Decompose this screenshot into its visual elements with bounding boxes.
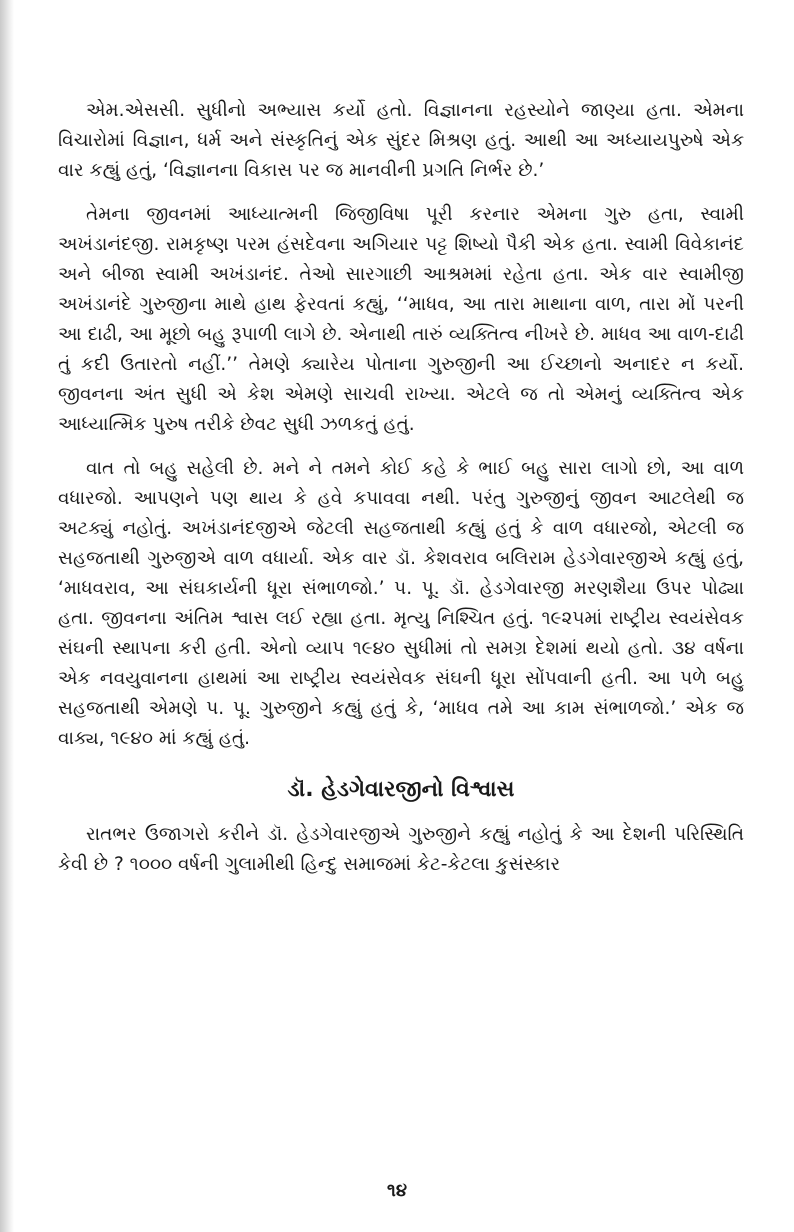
page-edge-shadow [0,0,14,1232]
page-number: ૧૪ [387,1180,407,1201]
paragraph-1: એમ.એસસી. સુધીનો અભ્યાસ કર્યો હતો. વિજ્ઞાનના રહસ્યોને જાણ્યા હતા. એમના વિચારોમાં વિજ્ઞાન, ધર્મ અને સંસ્કૃતિનું એક સુંદર મિશ્રણ હતું. આથી આ અધ્યાયપુરુષે એક વાર કહ્યું હતું, ‘વિજ્ઞાનના વિકાસ પર જ માનવીની પ્રગતિ નિર્ભર છે.’ [58,100,744,181]
paragraph-3: વાત તો બહુ સહેલી છે. મને ને તમને કોઈ કહે કે ભાઈ બહુ સારા લાગો છો, આ વાળ વધારજો. આપણને પણ થાય કે હવે કપાવવા નથી. પરંતુ ગુરુજીનું જીવન આટલેથી જ અટક્યું નહોતું. અખંડાનંદજીએ જેટલી સહજતાથી કહ્યું હતું કે વાળ વધારજો, એટલી જ સહજતાથી ગુરુજીએ વાળ વધાર્યા. એક વાર ડૉ. કેશવરાવ બલિરામ હેડગેવારજીએ કહ્યું હતું, ‘માધવરાવ, આ સંઘકાર્યની ધૂરા સંભાળજો.’ પ. પૂ. ડૉ. હેડગેવારજી મરણશૈયા ઉપર પોઢ્યા હતા. જીવનના અંતિમ શ્વાસ લઈ રહ્યા હતા. મૃત્યુ નિશ્ચિત હતું. ૧૯૨૫માં રાષ્ટ્રીય સ્વયંસેવક સંઘની સ્થાપના કરી હતી. એનો વ્યાપ ૧૯૪૦ સુધીમાં તો સમગ્ર દેશમાં થયો હતો. ૩૪ વર્ષના એક નવયુવાનના હાથમાં આ રાષ્ટ્રીય સ્વયંસેવક સંઘની ધૂરા સોંપવાની હતી. આ પળે બહુ સહજતાથી એમણે પ. પૂ. ગુરુજીને કહ્યું હતું કે, ‘માધવ તમે આ કામ સંભાળજો.’ એક જ વાક્ય, ૧૯૪૦ માં કહ્યું હતું. [58,458,744,749]
page-body [58,96,744,894]
paragraph-2: તેમના જીવનમાં આધ્યાત્મની જિજીવિષા પૂરી કરનાર એમના ગુરુ હતા, સ્વામી અખંડાનંદજી. રામકૃષ્ણ પરમ હંસદેવના અગિયાર પટ્ટ શિષ્યો પૈકી એક હતા. સ્વામી વિવેકાનંદ અને બીજા સ્વામી અખંડાનંદ. તેઓ સારગાછી આશ્રમમાં રહેતા હતા. એક વાર સ્વામીજી અખંડાનંદે ગુરુજીના માથે હાથ ફેરવતાં કહ્યું, ‘‘માધવ, આ તારા માથાના વાળ, તારા મોં પરની આ દાઢી, આ મૂછો બહુ રૂપાળી લાગે છે. એનાથી તારું વ્યક્તિત્વ નીખરે છે. માધવ આ વાળ-દાઢી તું કદી ઉતારતો નહીં.’’ તેમણે ક્યારેય પોતાના ગુરુજીની આ ઈચ્છાનો અનાદર ન કર્યો. જીવનના અંત સુધી એ કેશ એમણે સાચવી રાખ્યા. એટલે જ તો એમનું વ્યક્તિત્વ એક આધ્યાત્મિક પુરુષ તરીકે છેવટ સુધી ઝળકતું હતું. [58,204,744,435]
section-paragraph: રાતભર ઉજાગરો કરીને ડૉ. હેડગેવારજીએ ગુરુજીને કહ્યું નહોતું કે આ દેશની પરિસ્થિતિ કેવી છે ? ૧૦૦૦ વર્ષની ગુલામીથી હિન્દુ સમાજમાં કેટ-કેટલા કુસંસ્કાર [58,824,744,875]
section-heading: ડૉ. હેડગેવારજીનો વિશ્વાસ [287,777,515,802]
